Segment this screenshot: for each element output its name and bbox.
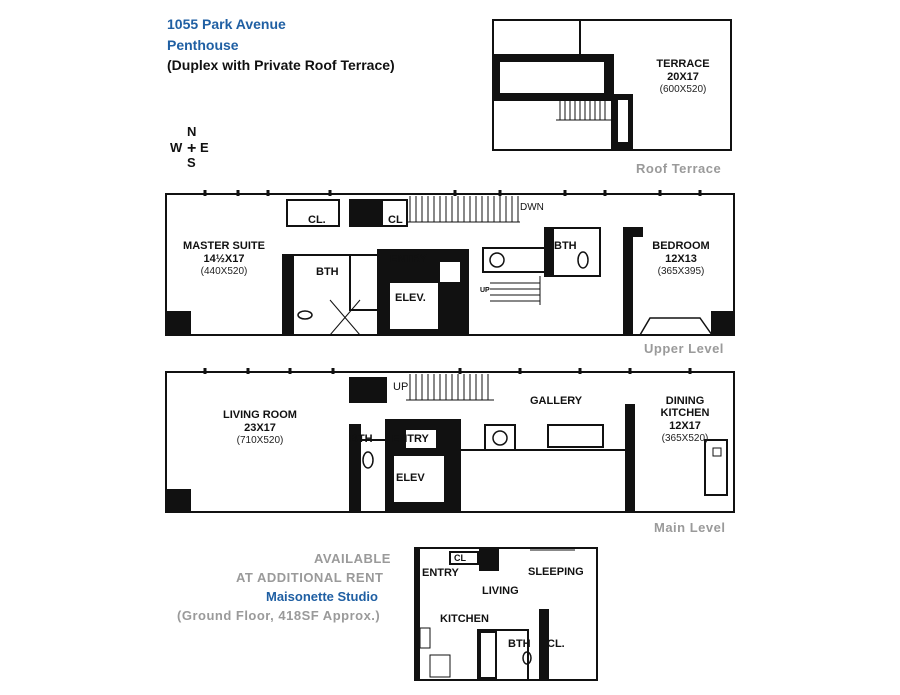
studio-kitchen-label: KITCHEN [440, 613, 489, 625]
main-bath-label: BTH [350, 433, 373, 445]
building-address: 1055 Park Avenue [167, 16, 286, 32]
terrace-name: TERRACE [656, 58, 710, 70]
living-room-name: LIVING ROOM [223, 409, 297, 421]
kitchen-name: KITCHEN [660, 407, 710, 419]
dining-kitchen-metric: (365X520) [661, 433, 709, 444]
main-level-title: Main Level [654, 520, 726, 535]
terrace-size: 20X17 [667, 71, 699, 83]
upper-entry-label: ENTRY [390, 253, 427, 265]
studio-entry-label: ENTRY [422, 567, 459, 579]
bedroom-name: BEDROOM [652, 240, 710, 252]
unit-description: (Duplex with Private Roof Terrace) [167, 57, 395, 73]
compass-north: N [187, 124, 197, 139]
closet-label-1: CL. [308, 214, 326, 226]
upper-elevator-label: ELEV. [395, 292, 426, 304]
studio-name: Maisonette Studio [266, 589, 378, 604]
closet-label-2: CL [388, 214, 403, 226]
main-elevator-label: ELEV [396, 472, 425, 484]
stair-up-small-label: UP [480, 287, 490, 294]
upper-bath-left-label: BTH [316, 266, 339, 278]
roof-level-title: Roof Terrace [636, 161, 722, 176]
bedroom-metric: (365X395) [657, 266, 705, 277]
compass-west: W [170, 140, 183, 155]
master-suite-size: 14½X17 [203, 253, 245, 265]
dining-kitchen-size: 12X17 [669, 420, 701, 432]
living-room-metric: (710X520) [236, 435, 284, 446]
stair-down-label: DWN [520, 202, 544, 213]
studio-bath-label: BTH [508, 638, 531, 650]
stair-up-label: UP [393, 381, 409, 393]
master-suite-name: MASTER SUITE [183, 240, 265, 252]
dining-name: DINING [665, 395, 705, 407]
studio-living-label: LIVING [482, 585, 519, 597]
studio-closet-label: CL. [547, 638, 565, 650]
master-suite-metric: (440X520) [200, 266, 248, 277]
studio-available: AVAILABLE [314, 551, 391, 566]
studio-details: (Ground Floor, 418SF Approx.) [177, 608, 381, 623]
compass-south: S [187, 155, 196, 170]
gallery-label: GALLERY [530, 395, 583, 407]
compass-center: + [187, 140, 197, 157]
studio-additional-rent: AT ADDITIONAL RENT [236, 570, 384, 585]
studio-closet-top-label: CL [454, 553, 466, 563]
bedroom-size: 12X13 [665, 253, 697, 265]
living-room-size: 23X17 [244, 422, 276, 434]
upper-bath-right-label: BTH [554, 240, 577, 252]
unit-name: Penthouse [167, 37, 239, 53]
terrace-metric: (600X520) [659, 84, 707, 95]
main-entry-label: ENTRY [392, 433, 429, 445]
compass-east: E [200, 140, 209, 155]
studio-sleeping-label: SLEEPING [528, 566, 584, 578]
upper-level-title: Upper Level [644, 341, 724, 356]
